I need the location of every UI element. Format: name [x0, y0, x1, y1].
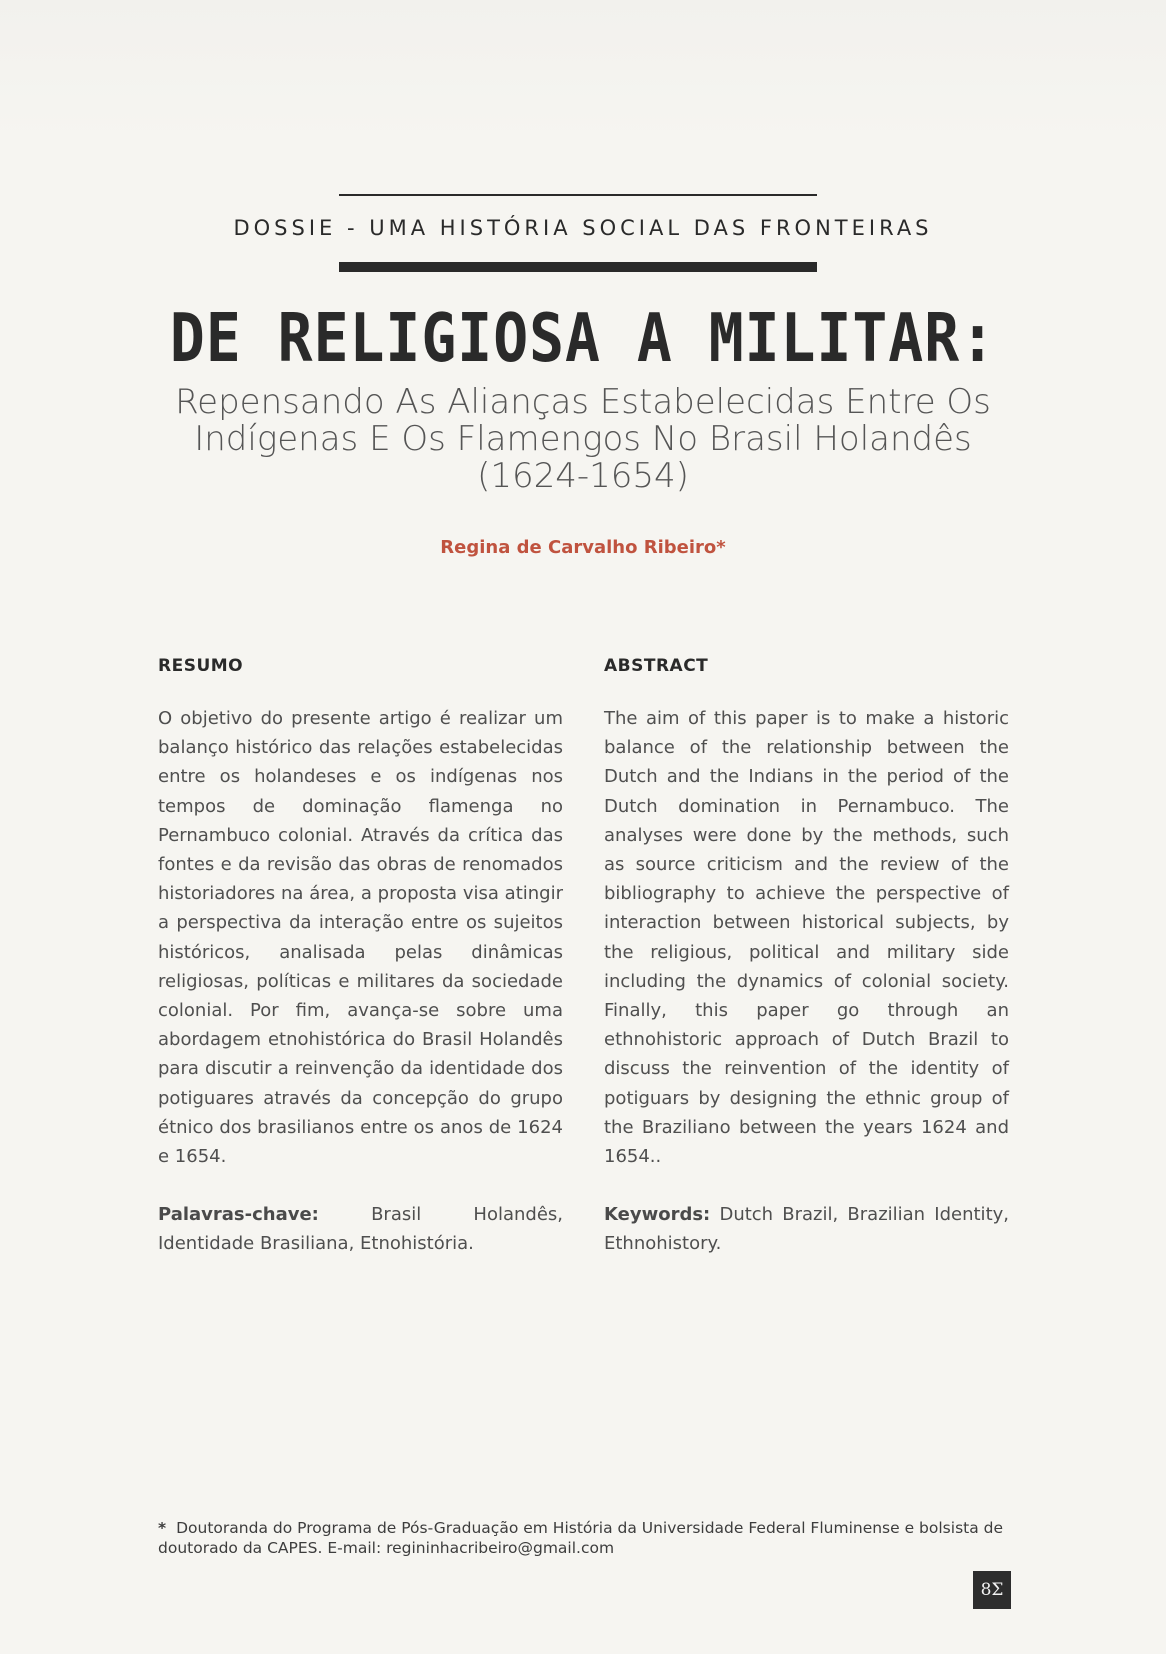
header-rule-top	[339, 194, 817, 196]
author-footnote	[158, 1518, 1014, 1558]
article-subtitle: Repensando As Alianças Estabelecidas Entre Os Indígenas E Os Flamengos No Brasil Holandês (1624-1654)	[175, 382, 991, 496]
resumo-keywords	[158, 1200, 563, 1258]
resumo-body: O objetivo do presente artigo é realizar um balanço histórico das relações estabelecidas entre os holandeses e os indígenas nos tempos de dominação flamenga no Pernambuco colonial. Através da crítica das fontes e da revisão das obras de renomados historiadores na área, a proposta visa atingir a perspectiva da interação entre os sujeitos históricos, analisada pelas dinâmicas religiosas, políticas e militares da sociedade colonial. Por fim, avança-se sobre uma abordagem etnohistórica do Brasil Holandês para discutir a reinvenção da identidade dos potiguares através da concepção do grupo étnico dos brasilianos entre os anos de 1624 e 1654.	[158, 708, 563, 1168]
resumo-keywords-text: Brasil Holandês, Identidade Brasiliana, Etnohistória.	[158, 1204, 563, 1255]
article-author: Regina de Carvalho Ribeiro*	[440, 537, 726, 558]
footnote-mark: *	[158, 1519, 167, 1537]
page-top-shade	[0, 0, 1166, 140]
article-title: DE RELIGIOSA A MILITAR:	[169, 298, 997, 378]
resumo-heading: RESUMO	[158, 656, 244, 676]
section-label: DOSSIE - UMA HISTÓRIA SOCIAL DAS FRONTEIRAS	[233, 216, 933, 240]
abstract-keywords-label: Keywords:	[604, 1204, 711, 1226]
abstract-heading: ABSTRACT	[604, 656, 709, 676]
footnote-text: Doutoranda do Programa de Pós-Graduação em História da Universidade Federal Fluminense e bolsista de doutorado da CAPES. E-mail: regininhacribeiro@gmail.com	[158, 1519, 1004, 1557]
abstract-column	[604, 656, 1009, 1259]
abstract-keywords	[604, 1200, 1009, 1258]
abstract-body: The aim of this paper is to make a historic balance of the relationship between the Dutch and the Indians in the period of the Dutch domination in Pernambuco. The analyses were done by the methods, such as source criticism and the review of the bibliography to achieve the perspective of interaction between historical subjects, by the religious, political and military side including the dynamics of colonial society. Finally, this paper go through an ethnohistoric approach of Dutch Brazil to discuss the reinvention of the identity of potiguars by designing the ethnic group of the Braziliano between the years 1624 and 1654..	[604, 708, 1009, 1168]
abstract-keywords-text: Dutch Brazil, Brazilian Identity, Ethnohistory.	[604, 1204, 1009, 1255]
resumo-keywords-label: Palavras-chave:	[158, 1204, 319, 1226]
header-rule-bottom	[339, 262, 817, 272]
page-number: 8Σ	[973, 1571, 1011, 1609]
resumo-column	[158, 656, 563, 1259]
